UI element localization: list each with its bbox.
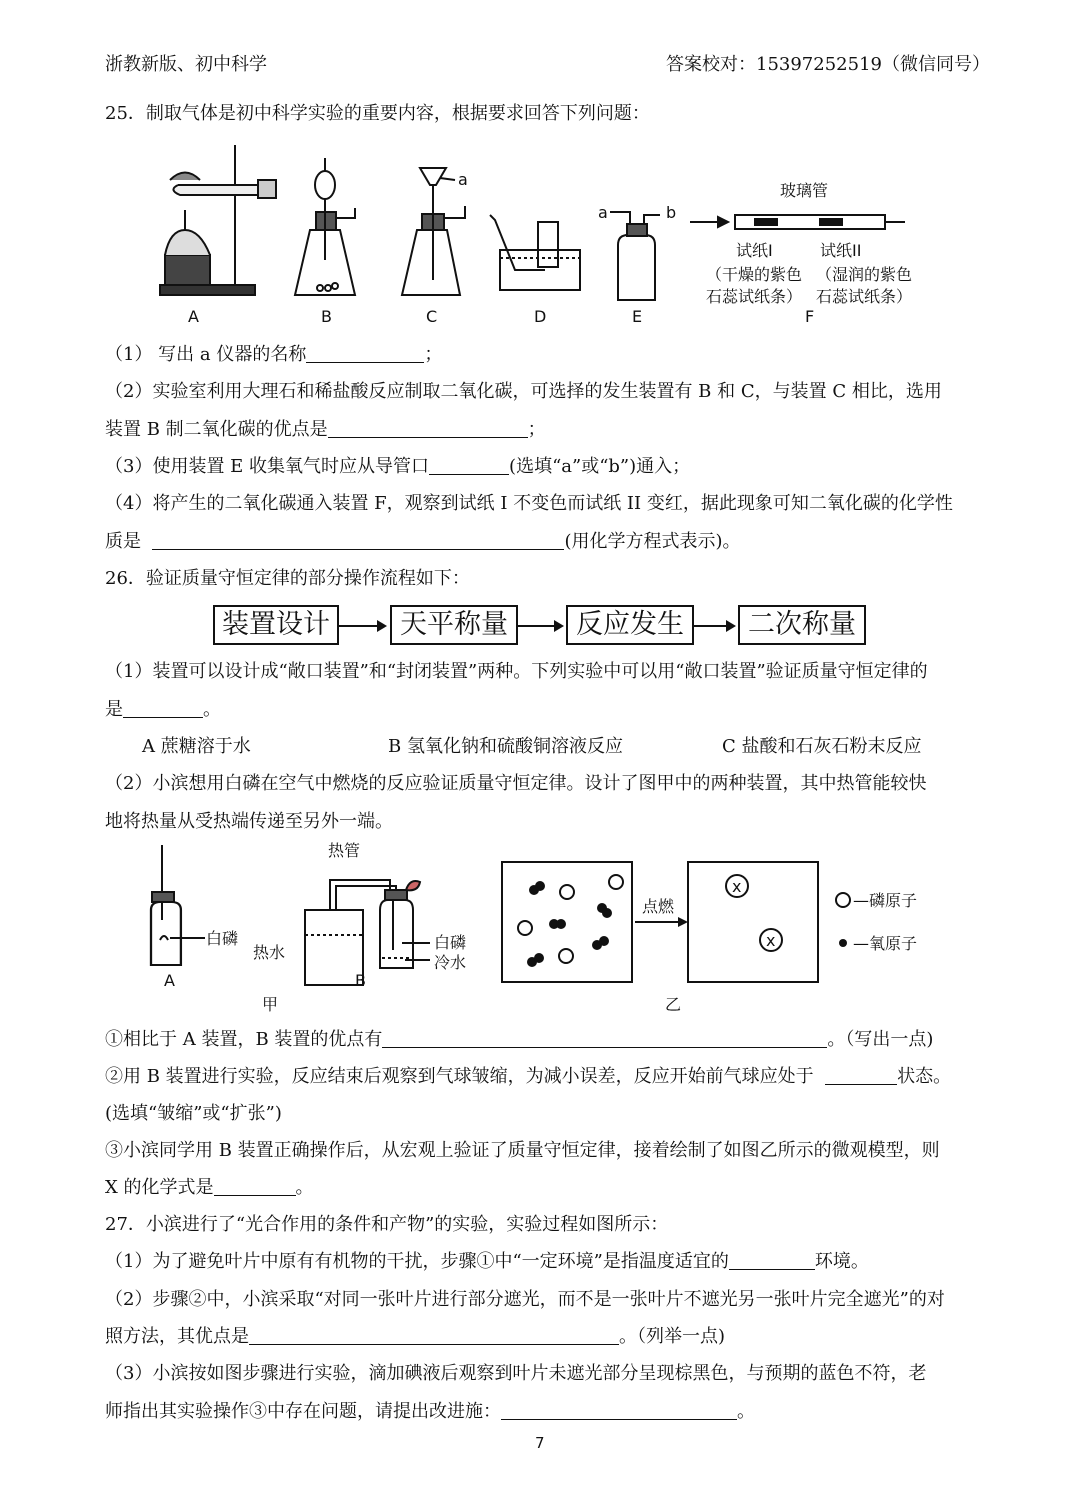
q25-p1 [105, 343, 442, 367]
q27-p3-blank[interactable] [501, 1401, 737, 1420]
q25-p1-text: （1） 写出 a 仪器的名称 [105, 344, 307, 365]
flow-step-4: 二次称量 [738, 605, 866, 645]
fig25-note2a: （湿润的紫色 [816, 265, 913, 284]
fig26-white-p: 白磷 [206, 929, 239, 948]
flow-step-3: 反应发生 [566, 605, 694, 645]
q25-p2b [105, 418, 546, 442]
apparatus-d [490, 215, 580, 290]
q27-p3a: （3）小滨按如图步骤进行实验，滴加碘液后观察到叶片未遮光部分呈现棕黑色，与预期的蓝色不符，老 [105, 1363, 927, 1384]
q26-p1b [105, 698, 221, 722]
q25-p4-blank[interactable] [152, 531, 564, 550]
q25-p3 [105, 455, 690, 479]
q25-p3-end: (选填“a”或“b”)通入； [509, 456, 691, 477]
q26-p1-blank[interactable] [123, 699, 203, 718]
fig26-legend-p: —磷原子 [853, 891, 918, 910]
q25-p4-end: (用化学方程式表示)。 [564, 531, 741, 552]
apparatus-c [402, 168, 465, 295]
fig25-label-a: A [188, 307, 199, 326]
header-left: 浙教新版、初中科学 [105, 54, 267, 75]
device-a [151, 845, 205, 965]
fig25-note1b: 石蕊试纸条） [706, 287, 803, 306]
q25-p3-blank[interactable] [429, 456, 509, 475]
fig25-e-b: b [666, 203, 677, 222]
apparatus-a [160, 145, 276, 295]
fig26-legend-o: —氧原子 [853, 934, 918, 953]
q26-s1-end: 。（写出一点) [827, 1029, 934, 1050]
q27-p1-text: （1）为了避免叶片中原有有机物的干扰，步骤①中“一定环境”是指温度适宜的 [105, 1251, 729, 1272]
q26-p1a: （1）装置可以设计成“敞口装置”和“封闭装置”两种。下列实验中可以用“敞口装置”验证质量守恒定律的 [105, 661, 928, 682]
fig26-ignite: 点燃 [642, 897, 675, 916]
q27-stem: 27．小滨进行了“光合作用的条件和产物”的实验，实验过程如图所示： [105, 1214, 669, 1235]
q25-p2a: （2）实验室利用大理石和稀盐酸反应制取二氧化碳，可选择的发生装置有 B 和 C，与装置 C 相比，选用 [105, 381, 942, 402]
q26-s3b-text: X 的化学式是 [105, 1177, 214, 1198]
q26-s2 [105, 1065, 951, 1089]
q27-p2b-text: 照方法，其优点是 [105, 1326, 249, 1347]
flow-arrow-1 [339, 625, 385, 627]
legend-o-icon [839, 939, 847, 947]
flow-arrow-3 [694, 625, 734, 627]
model-after [688, 862, 818, 982]
q26-p2b: 地将热量从受热端传递至另外一端。 [105, 811, 393, 832]
q27-p2b [105, 1325, 725, 1349]
device-b [305, 880, 430, 985]
fig26-heat-pipe: 热管 [328, 841, 361, 860]
fig26-label-b: B [355, 971, 366, 990]
page-number: 7 [535, 1434, 545, 1452]
q27-p1-blank[interactable] [729, 1251, 815, 1270]
q25-p4b [105, 530, 741, 554]
q26-p1-end: 。 [203, 699, 221, 720]
q25-p1-blank[interactable] [306, 344, 424, 363]
fig25-label-d: D [534, 307, 547, 326]
fig25-label-e: E [632, 307, 643, 326]
fig25-paper1: 试纸I [736, 241, 773, 260]
apparatus-f [690, 215, 905, 229]
model-before [502, 862, 632, 982]
q25-p2-end: ； [527, 419, 546, 440]
q26-s1-text: ①相比于 A 装置，B 装置的优点有 [105, 1029, 383, 1050]
header-right: 答案校对：15397252519（微信同号） [666, 54, 990, 75]
fig25-label-b: B [321, 307, 332, 326]
q25-stem: 25．制取气体是初中科学实验的重要内容，根据要求回答下列问题： [105, 103, 650, 124]
fig25-note1a: （干燥的紫色 [706, 265, 803, 284]
q27-p3b [105, 1400, 755, 1424]
q27-p1-end: 环境。 [814, 1251, 869, 1272]
q26-s3-end: 。 [295, 1177, 314, 1198]
fig25-c-a: a [458, 170, 468, 189]
q27-p2-end: 。（列举一点) [619, 1326, 726, 1347]
q26-s2-text: ②用 B 装置进行实验，反应结束后观察到气球皱缩，为减小误差，反应开始前气球应处于 [105, 1066, 814, 1087]
q25-p1-end: ； [424, 344, 443, 365]
q25-p2-blank[interactable] [328, 419, 528, 438]
q26-s1 [105, 1028, 933, 1052]
fig26-label-jia: 甲 [262, 995, 279, 1014]
flow-step-1: 装置设计 [213, 605, 339, 645]
q26-s3-blank[interactable] [214, 1177, 296, 1196]
q25-p4b-text: 质是 [105, 531, 141, 552]
q25-p3-text: （3）使用装置 E 收集氧气时应从导管口 [105, 456, 430, 477]
fig25-paper2: 试纸II [820, 241, 862, 260]
q26-p2a: （2）小滨想用白磷在空气中燃烧的反应验证质量守恒定律。设计了图甲中的两种装置，其中热管能较快 [105, 773, 927, 794]
q26-option-a: A 蔗糖溶于水 [142, 736, 251, 757]
q26-s2-blank[interactable] [825, 1066, 897, 1085]
q26-figure [130, 840, 950, 1015]
flow-step-2: 天平称量 [390, 605, 518, 645]
q27-p1 [105, 1250, 869, 1274]
q27-p3-end: 。 [737, 1401, 755, 1422]
fig25-e-a: a [598, 203, 608, 222]
q26-s3a: ③小滨同学用 B 装置正确操作后，从宏观上验证了质量守恒定律，接着绘制了如图乙所示的微观模型，则 [105, 1140, 940, 1161]
fig25-label-c: C [426, 307, 438, 326]
fig26-label-yi: 乙 [665, 995, 682, 1014]
legend-p-icon [836, 893, 850, 907]
q26-s3b [105, 1176, 314, 1200]
q26-s1-blank[interactable] [382, 1029, 827, 1048]
q26-option-b: B 氢氧化钠和硫酸铜溶液反应 [388, 736, 623, 757]
fig25-note2b: 石蕊试纸条） [816, 287, 913, 306]
fig26-label-a: A [164, 971, 175, 990]
q26-s2-end: 状态。 [897, 1066, 952, 1087]
q26-option-c: C 盐酸和石灰石粉末反应 [722, 736, 922, 757]
fig26-white-p2: 白磷 [434, 933, 467, 952]
q26-stem: 26．验证质量守恒定律的部分操作流程如下： [105, 568, 470, 589]
apparatus-b [295, 158, 355, 295]
q26-s2b: (选填“皱缩”或“扩张”) [105, 1103, 282, 1124]
q27-p2a: （2）步骤②中，小滨采取“对同一张叶片进行部分遮光，而不是一张叶片不遮光另一张叶片完全遮光”的对 [105, 1289, 945, 1310]
fig26-hot-water: 热水 [253, 943, 286, 962]
fig25-tube: 玻璃管 [780, 181, 829, 200]
q25-p4a: （4）将产生的二氧化碳通入装置 F，观察到试纸 I 不变色而试纸 II 变红，据此现象可知二氧化碳的化学性 [105, 493, 953, 514]
fig26-x1: x [732, 877, 742, 896]
q25-apparatus-figure [140, 140, 960, 330]
fig26-x2: x [766, 931, 776, 950]
q26-p1b-text: 是 [105, 699, 123, 720]
q27-p3b-text: 师指出其实验操作③中存在问题，请提出改进施： [105, 1401, 501, 1422]
flow-arrow-2 [518, 625, 562, 627]
fig26-cold-water: 冷水 [434, 953, 467, 972]
q25-p2b-text: 装置 B 制二氧化碳的优点是 [105, 419, 328, 440]
fig25-label-f: F [805, 307, 815, 326]
apparatus-e [610, 212, 660, 300]
q27-p2-blank[interactable] [249, 1326, 619, 1345]
